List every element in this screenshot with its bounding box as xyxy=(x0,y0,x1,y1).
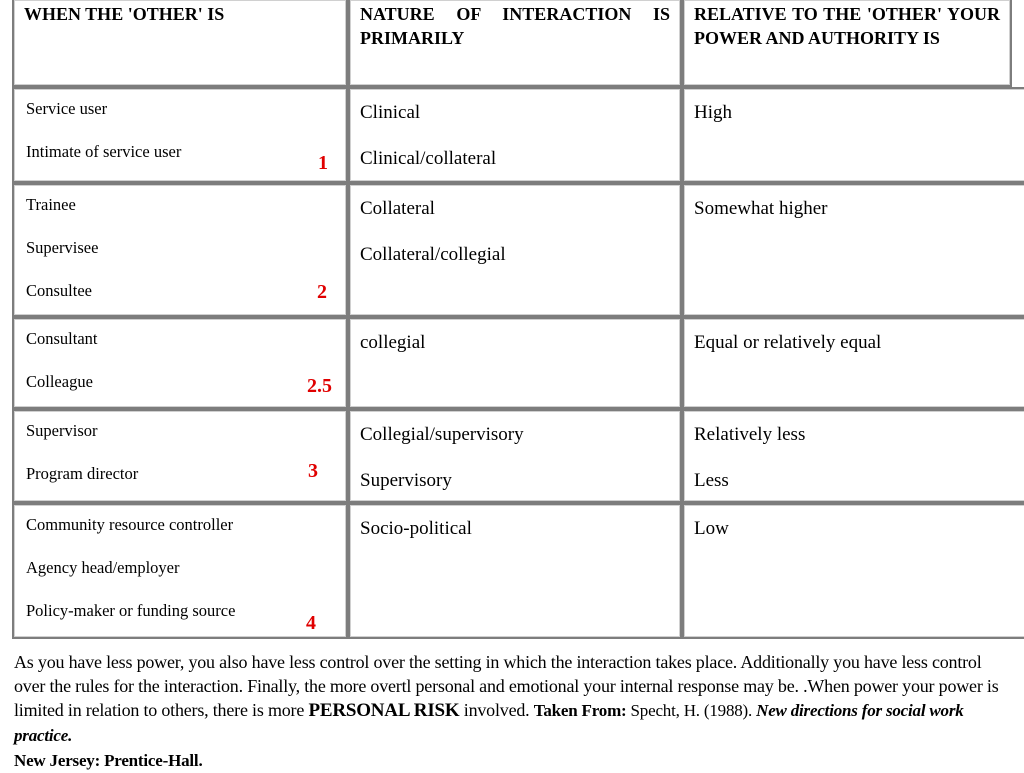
cell-text: Collateral xyxy=(360,198,435,219)
cell-power xyxy=(682,503,1024,639)
cell-text: Community resource controller xyxy=(26,515,234,534)
cell-text: Supervisor xyxy=(26,421,98,440)
cell-text: Supervisory xyxy=(360,469,452,491)
citation-author: Specht, H. (1988). xyxy=(626,701,757,720)
cell-text: Policy-maker or funding source xyxy=(26,601,236,620)
column-header: NATURE OF INTERACTION IS PRIMARILY xyxy=(360,4,670,48)
column-header: WHEN THE 'OTHER' IS xyxy=(24,4,225,24)
cell-others xyxy=(12,317,348,409)
cell-power xyxy=(682,317,1024,409)
header-cell xyxy=(682,0,1012,87)
taken-from-label: Taken From: xyxy=(533,701,627,720)
cell-text: Program director xyxy=(26,464,139,483)
cell-text: Somewhat higher xyxy=(694,198,828,219)
cell-text: Clinical xyxy=(360,102,421,123)
level-number: 2 xyxy=(317,281,327,303)
cell-nature xyxy=(348,183,682,317)
cell-text: Low xyxy=(694,518,729,539)
cell-text: Relatively less xyxy=(694,424,806,445)
cell-text: Trainee xyxy=(26,195,76,214)
header-cell xyxy=(12,0,348,87)
cell-text: Consultant xyxy=(26,329,98,348)
cell-nature xyxy=(348,87,682,183)
cell-text: High xyxy=(694,102,732,123)
cell-others xyxy=(12,183,348,317)
footer-text-2: involved. xyxy=(459,700,534,720)
level-number: 3 xyxy=(308,460,318,482)
header-cell xyxy=(348,0,682,87)
cell-text: Equal or relatively equal xyxy=(694,332,882,353)
cell-text: Collateral/collegial xyxy=(360,243,506,265)
citation-publisher: New Jersey: Prentice-Hall. xyxy=(14,751,203,770)
footer-text: As you have less power, you also have less control over the setting in which the interaction takes place. Additionally you have less control over the rules for the interaction. Finally, the more overtl personal and emotional your internal response may be. .When power your power is limited in relation to others, there is more xyxy=(14,652,999,720)
cell-others xyxy=(12,409,348,503)
cell-power xyxy=(682,409,1024,503)
footer-paragraph xyxy=(14,650,1014,773)
cell-text: Service user xyxy=(26,99,108,118)
cell-others xyxy=(12,503,348,639)
cell-power xyxy=(682,183,1024,317)
cell-text: Less xyxy=(694,469,729,491)
cell-text: collegial xyxy=(360,332,426,353)
cell-text: Supervisee xyxy=(26,238,99,257)
column-header: RELATIVE TO THE 'OTHER' YOUR POWER AND AUTHORITY IS xyxy=(694,4,1000,48)
level-number: 1 xyxy=(318,152,328,174)
level-number: 2.5 xyxy=(307,375,332,397)
personal-risk-emphasis: PERSONAL RISK xyxy=(308,700,460,721)
citation-title: New directions for social work practice. xyxy=(14,701,964,745)
cell-text: Intimate of service user xyxy=(26,142,182,161)
level-number: 4 xyxy=(306,612,316,634)
cell-power xyxy=(682,87,1024,183)
cell-others xyxy=(12,87,348,183)
cell-text: Socio-political xyxy=(360,518,472,539)
cell-nature xyxy=(348,409,682,503)
cell-nature xyxy=(348,317,682,409)
cell-text: Collegial/supervisory xyxy=(360,424,524,445)
cell-text: Agency head/employer xyxy=(26,558,180,577)
cell-nature xyxy=(348,503,682,639)
cell-text: Colleague xyxy=(26,372,93,391)
cell-text: Consultee xyxy=(26,281,92,300)
cell-text: Clinical/collateral xyxy=(360,147,497,169)
